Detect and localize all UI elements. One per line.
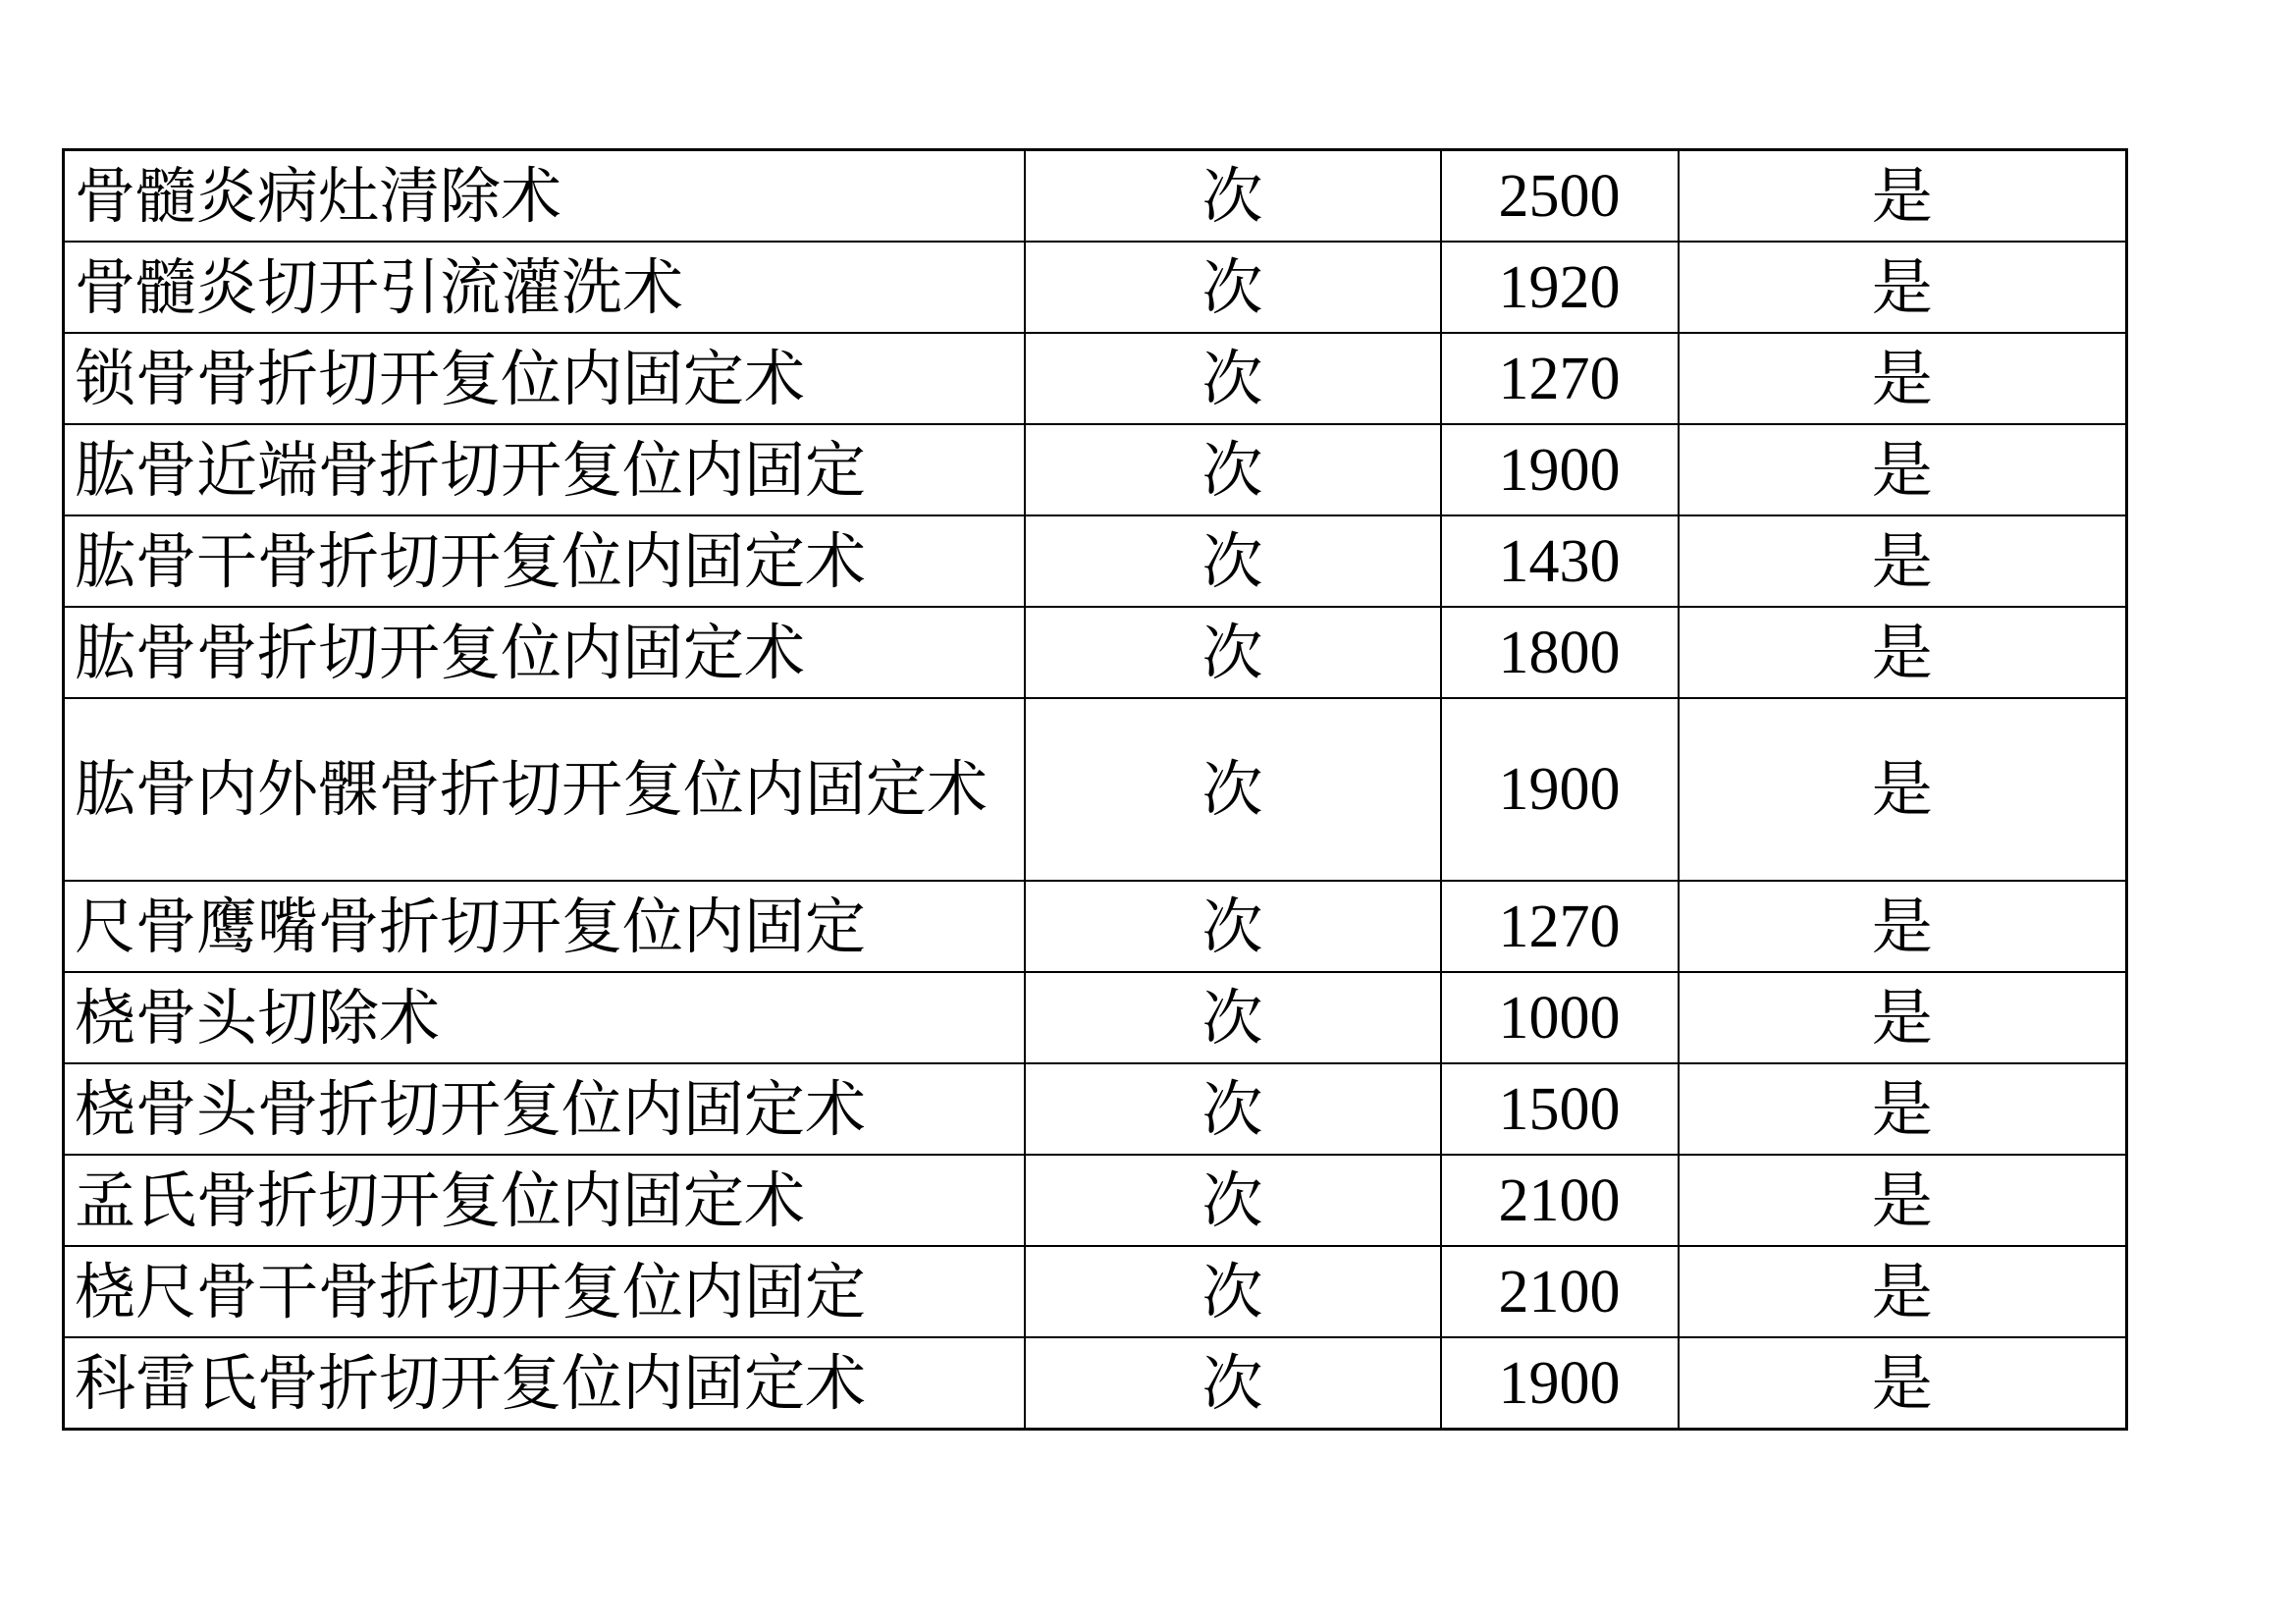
table-row xyxy=(64,242,2127,333)
flag-cell: 是 xyxy=(1679,424,2127,515)
procedure-name-cell: 科雷氏骨折切开复位内固定术 xyxy=(64,1337,1025,1430)
procedure-fee-table xyxy=(62,148,2128,1431)
flag-cell: 是 xyxy=(1679,1063,2127,1155)
price-cell: 1430 xyxy=(1441,515,1679,607)
price-cell: 1270 xyxy=(1441,881,1679,972)
table-row xyxy=(64,1337,2127,1430)
price-cell: 1500 xyxy=(1441,1063,1679,1155)
unit-cell: 次 xyxy=(1025,1337,1441,1430)
unit-cell: 次 xyxy=(1025,881,1441,972)
procedure-name-cell: 孟氏骨折切开复位内固定术 xyxy=(64,1155,1025,1246)
procedure-name-cell: 肱骨近端骨折切开复位内固定 xyxy=(64,424,1025,515)
table-row xyxy=(64,1246,2127,1337)
flag-cell: 是 xyxy=(1679,1337,2127,1430)
flag-cell: 是 xyxy=(1679,607,2127,698)
price-cell: 2100 xyxy=(1441,1155,1679,1246)
unit-cell: 次 xyxy=(1025,972,1441,1063)
procedure-name-cell: 尺骨鹰嘴骨折切开复位内固定 xyxy=(64,881,1025,972)
flag-cell: 是 xyxy=(1679,1246,2127,1337)
table-row xyxy=(64,972,2127,1063)
procedure-name-cell: 桡尺骨干骨折切开复位内固定 xyxy=(64,1246,1025,1337)
unit-cell: 次 xyxy=(1025,515,1441,607)
flag-cell: 是 xyxy=(1679,1155,2127,1246)
table-row xyxy=(64,515,2127,607)
flag-cell: 是 xyxy=(1679,150,2127,243)
table-row xyxy=(64,424,2127,515)
unit-cell: 次 xyxy=(1025,698,1441,881)
flag-cell: 是 xyxy=(1679,881,2127,972)
price-cell: 1900 xyxy=(1441,424,1679,515)
price-cell: 2500 xyxy=(1441,150,1679,243)
flag-cell: 是 xyxy=(1679,698,2127,881)
price-cell: 1920 xyxy=(1441,242,1679,333)
unit-cell: 次 xyxy=(1025,150,1441,243)
price-cell: 1900 xyxy=(1441,698,1679,881)
procedure-name-cell: 肱骨骨折切开复位内固定术 xyxy=(64,607,1025,698)
table-row xyxy=(64,1063,2127,1155)
procedure-name-cell: 骨髓炎切开引流灌洗术 xyxy=(64,242,1025,333)
procedure-name-cell: 肱骨干骨折切开复位内固定术 xyxy=(64,515,1025,607)
unit-cell: 次 xyxy=(1025,607,1441,698)
table-row xyxy=(64,881,2127,972)
unit-cell: 次 xyxy=(1025,1063,1441,1155)
flag-cell: 是 xyxy=(1679,333,2127,424)
price-cell: 1800 xyxy=(1441,607,1679,698)
procedure-name-cell: 骨髓炎病灶清除术 xyxy=(64,150,1025,243)
unit-cell: 次 xyxy=(1025,424,1441,515)
price-cell: 1900 xyxy=(1441,1337,1679,1430)
flag-cell: 是 xyxy=(1679,242,2127,333)
price-cell: 1270 xyxy=(1441,333,1679,424)
procedure-name-cell: 桡骨头切除术 xyxy=(64,972,1025,1063)
unit-cell: 次 xyxy=(1025,333,1441,424)
table-row xyxy=(64,698,2127,881)
table-row xyxy=(64,333,2127,424)
table-row xyxy=(64,150,2127,243)
flag-cell: 是 xyxy=(1679,515,2127,607)
unit-cell: 次 xyxy=(1025,242,1441,333)
price-cell: 2100 xyxy=(1441,1246,1679,1337)
price-cell: 1000 xyxy=(1441,972,1679,1063)
unit-cell: 次 xyxy=(1025,1246,1441,1337)
table-row xyxy=(64,1155,2127,1246)
procedure-name-cell: 锁骨骨折切开复位内固定术 xyxy=(64,333,1025,424)
unit-cell: 次 xyxy=(1025,1155,1441,1246)
procedure-name-cell: 肱骨内外髁骨折切开复位内固定术 xyxy=(64,698,1025,881)
procedure-name-cell: 桡骨头骨折切开复位内固定术 xyxy=(64,1063,1025,1155)
flag-cell: 是 xyxy=(1679,972,2127,1063)
table-row xyxy=(64,607,2127,698)
